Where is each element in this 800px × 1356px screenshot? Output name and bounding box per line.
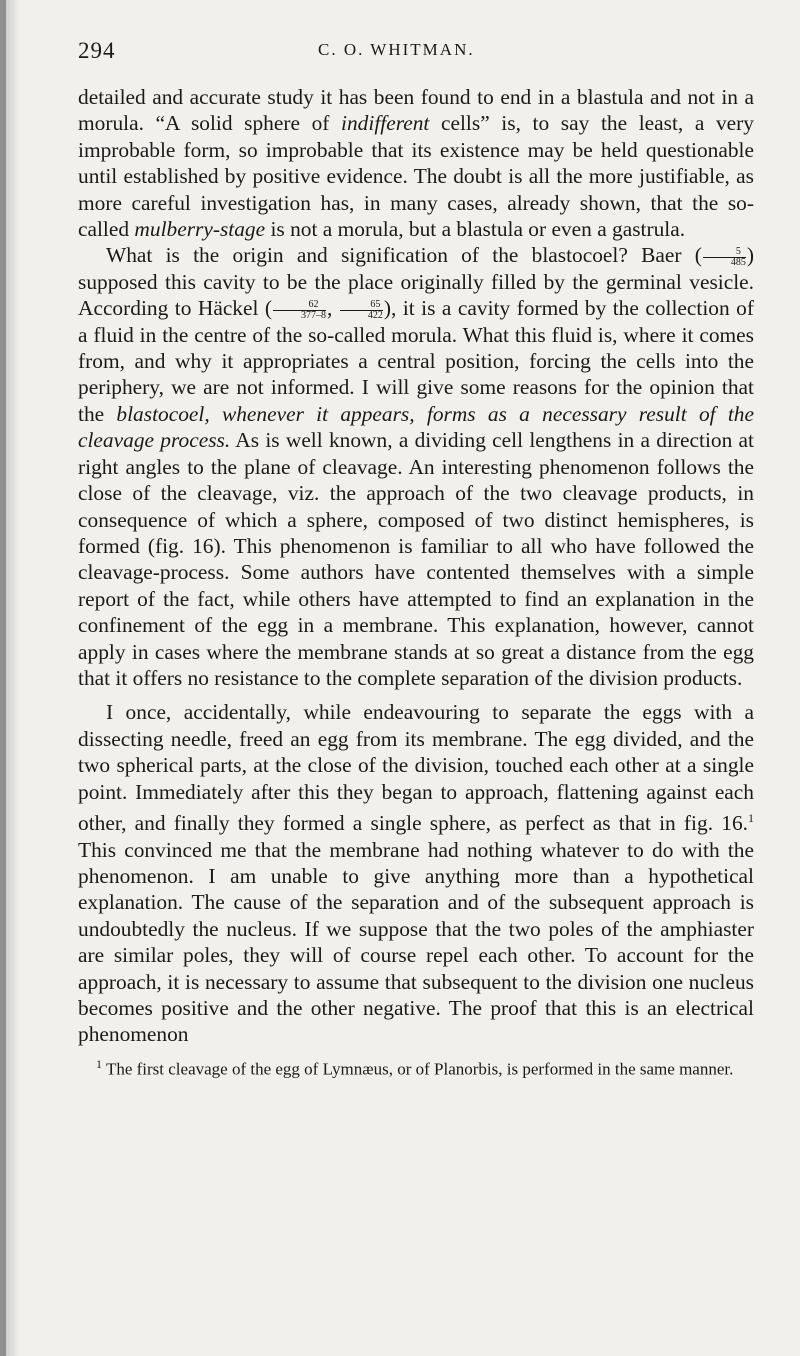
fraction-denominator: 485: [730, 257, 746, 269]
paragraph-1: [78, 84, 754, 242]
citation-fraction-hackel-1: [273, 300, 326, 321]
paragraph-3: [78, 699, 754, 1047]
footnote-mark: 1: [96, 1056, 102, 1071]
running-title: C. O. WHITMAN.: [318, 40, 475, 59]
running-head: [78, 34, 754, 74]
fraction-denominator: 377–8: [301, 309, 327, 321]
emphasis-indifferent: indifferent: [341, 111, 430, 136]
paragraph-2-text-d: ), it is a cavity formed by the collection of a fluid in the centre of the so-called morula. What this fluid is, where it comes from, and why it appropriates a central position, forcing the cells into the periphery, we are not informed. I will give some reasons for the opinion that the: [78, 296, 754, 426]
footnote-text: The first cleavage of the egg of Lymnæus, or of Planorbis, is performed in the same manner.: [102, 1059, 734, 1079]
body-text: [78, 84, 754, 1048]
fraction-numerator: 62: [273, 300, 326, 311]
paragraph-2-text-b: ) supposed this cavity to be the place originally filled by the germinal vesicle. According to Häckel (: [78, 243, 754, 321]
emphasis-mulberry-stage: mulberry-stage: [134, 217, 266, 242]
paragraph-2-text-e: As is well known, a dividing cell lengthens in a direction at right angles to the plane of cleavage. An interesting phenomenon follows the close of the cleavage, viz. the approach of the two cleavage products, in consequence of which a sphere, composed of two distinct hemispheres, is formed (fig. 16). This phenomenon is familiar to all who have followed the cleavage-process. Some authors have contented themselves with a simple report of the fact, while others have attempted to find an explanation in the confinement of the egg in a membrane. This explanation, however, cannot apply in cases where the membrane stands at so great a distance from the egg that it offers no resistance to the complete separation of the division products.: [78, 428, 754, 690]
paragraph-2-text-a: What is the origin and signification of the blastocoel? Baer (: [106, 243, 702, 268]
citation-fraction-hackel-2: [340, 300, 383, 321]
paragraph-3-text-b: This convinced me that the membrane had nothing whatever to do with the phenomenon. I am unable to give anything more than a hypothetical explanation. The cause of the separation and of the subsequent approach is undoubtedly the nucleus. If we suppose that the two poles of the amphiaster are similar poles, they will of course repel each other. To account for the approach, it is necessary to assume that subsequent to the division one nucleus becomes positive and the other negative. The proof that this is an electrical phenomenon: [78, 837, 754, 1047]
book-page: [6, 0, 800, 1356]
fraction-numerator: 5: [703, 247, 746, 258]
footnote-reference: 1: [748, 810, 754, 825]
emphasis-blastocoel-thesis: blastocoel, whenever it appears, forms as a necessary result of the cleavage process.: [78, 401, 754, 453]
footnote: [78, 1054, 754, 1080]
paragraph-3-text-a: I once, accidentally, while endeavouring to separate the eggs with a dissecting needle, freed an egg from its membrane. The egg divided, and the two spherical parts, at the close of the division, touched each other at a single point. Immediately after this they began to approach, flattening against each other, and finally they formed a single sphere, as perfect as that in fig. 16.: [78, 700, 754, 836]
paragraph-1-text-a: detailed and accurate study it has been found to end in a blastula and not in a morula. “A solid sphere of: [78, 85, 754, 136]
paragraph-2: [78, 242, 754, 691]
fraction-denominator: 422: [367, 309, 383, 321]
paragraph-2-text-c: ,: [327, 296, 339, 321]
paragraph-1-text-c: is not a morula, but a blastula or even a gastrula.: [265, 217, 686, 242]
citation-fraction-baer: [703, 247, 746, 268]
page-number: 294: [78, 38, 116, 63]
fraction-numerator: 65: [340, 300, 383, 311]
paragraph-1-text-b: cells” is, to say the least, a very improbable form, so improbable that its existence may be held questionable until established by positive evidence. The doubt is all the more justifiable, as more careful investigation has, in many cases, already shown, that the so-called: [78, 111, 754, 242]
